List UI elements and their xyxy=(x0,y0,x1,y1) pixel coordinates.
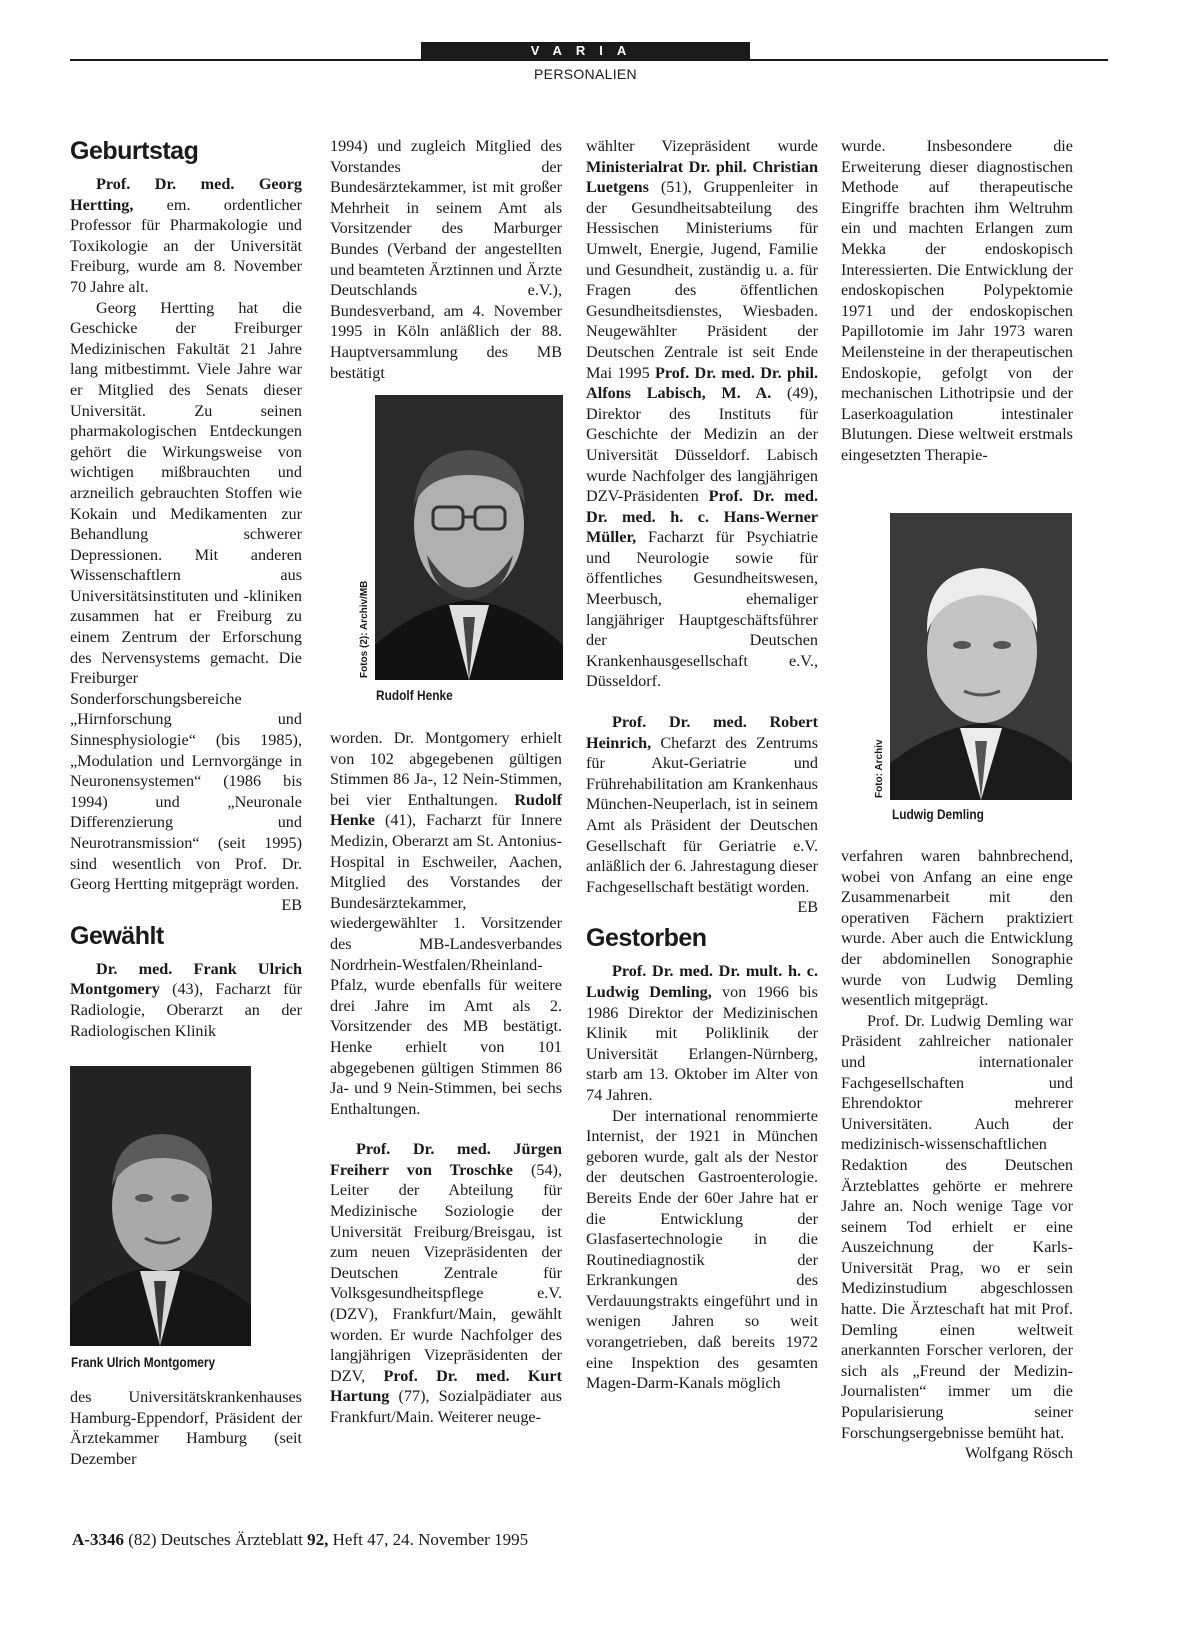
signature-roesch: Wolfgang Rösch xyxy=(965,1444,1073,1463)
column-2 xyxy=(330,136,562,383)
column-1-bottom xyxy=(70,1387,302,1469)
column-3 xyxy=(586,136,818,1394)
section-header-varia: VARIA xyxy=(421,42,750,60)
column-4 xyxy=(841,136,1073,466)
signature-eb-2: EB xyxy=(797,898,818,917)
photo-montgomery xyxy=(70,1066,251,1346)
paragraph-montgomery-mb: 1994) und zugleich Mitglied des Vorstandes der Bundesärztekammer, ist mit großer Mehrheit in seinem Amt als Vorsitzender des Marburger Bundes (Verband der angestellten und beamteten Ärztinnen und Ärzte Deutschlands e.V.), Bundesverband, am 4. November 1995 in Köln anläßlich der 88. Hauptversammlung des MB bestätigt xyxy=(330,137,562,382)
volume-number: 92, xyxy=(307,1530,329,1549)
name-demling: Prof. Dr. med. Dr. mult. h. c. Ludwig Demling, xyxy=(586,962,818,1001)
section-subheader: PERSONALIEN xyxy=(534,66,637,82)
paragraph-hertting-body: Georg Hertting hat die Geschicke der Freiburger Medizinischen Fakultät 21 Jahre lang mitbestimmt. Viele Jahre war er Mitglied des Senats dieser Universität. Zu seinen pharmakologischen Entdeckungen gehört die Wirkungsweise von wichtigen mißbrauchten und arzneilich gebrauchten Stoffen wie Kokain und Medikamenten zur Behandlung schwerer Depressionen. Mit anderen Wissenschaftlern aus Universitätsinstituten und -kliniken zusammen hat er Freiburg zu einem Zentrum der Erforschung des Nervensystems gemacht. Die Freiburger Sonderforschungsbereiche „Hirnforschung und Sinnesphysiologie“ (bis 1985), „Modulation und Lernvorgänge in Neuronensystemen“ (1986 bis 1994) und „Neuronale Differenzierung und Neurotransmission“ (seit 1995) sind wesentlich von Prof. Dr. Georg Hertting mitgeprägt worden. EB xyxy=(70,298,302,914)
name-mueller: Prof. Dr. med. Dr. med. h. c. Hans-Werner Müller, xyxy=(586,487,818,547)
column-4-bottom xyxy=(841,846,1073,1464)
paragraph-luetgens-labisch: wählter Vizepräsident wurde Ministerialrat Dr. phil. Christian Luetgens (51), Gruppenleiter in der Gesundheitsabteilung des Hessischen Ministeriums für Umwelt, Energie, Jugend, Familie und Gesundheit, zuständig u. a. für Fragen des öffentlichen Gesundheitsdienstes, Wiesbaden. Neugewählter Präsident der Deutschen Zentrale ist seit Ende Mai 1995 Prof. Dr. med. Dr. phil. Alfons Labisch, M. A. (49), Direktor des Instituts für Geschichte der Medizin an der Universität Düsseldorf. Labisch wurde Nachfolger des langjährigen DZV-Präsidenten Prof. Dr. med. Dr. med. h. c. Hans-Werner Müller, Facharzt für Psychiatrie und Neurologie sowie für öffentliches Gesundheitswesen, Meerbusch, ehemaliger langjähriger Hauptgeschäftsführer der Deutschen Krankenhausgesellschaft e.V., Düsseldorf. xyxy=(586,137,818,691)
photo-credit-mb: Fotos (2): Archiv/MB xyxy=(359,580,370,678)
paragraph-hertting-intro: Prof. Dr. med. Georg Hertting, em. ordentlicher Professor für Pharmakologie und Toxikologie an der Universität Freiburg, wurde am 8. November 70 Jahre alt. xyxy=(70,175,302,296)
signature-eb: EB xyxy=(281,895,302,914)
heading-gestorben: Gestorben xyxy=(586,924,707,953)
name-labisch: Prof. Dr. med. Dr. phil. Alfons Labisch, M. A. xyxy=(586,363,818,403)
heading-gewaehlt: Gewählt xyxy=(70,921,164,950)
name-luetgens: Ministerialrat Dr. phil. Christian Luetgens xyxy=(586,157,818,197)
page-number: A-3346 xyxy=(72,1530,124,1549)
paragraph-henke: worden. Dr. Montgomery erhielt von 102 abgegebenen gültigen Stimmen 86 Ja-, 12 Nein-Stimmen, bei vier Enthaltungen. Rudolf Henke (41), Facharzt für Innere Medizin, Oberarzt am St. Antonius-Hospital in Eschweiler, Aachen, Mitglied des Vorstandes der Bundesärztekammer, wiedergewählter 1. Vorsitzender des MB-Landesverbandes Nordrhein-Westfalen/Rheinland-Pfalz, wurde ebenfalls für weitere drei Jahre im Amt als 2. Vorsitzender des MB bestätigt. Henke erhielt von 101 abgegebenen gültigen Stimmen 86 Ja- und 9 Nein-Stimmen, bei sechs Enthaltungen. xyxy=(330,729,562,1118)
paragraph-troschke: Prof. Dr. med. Jürgen Freiherr von Troschke (54), Leiter der Abteilung für Medizinische Soziologie der Universität Freiburg/Breisgau, ist zum neuen Vizepräsidenten der Deutschen Zentrale für Volksgesundheitspflege e.V. (DZV), Frankfurt/Main, gewählt worden. Er wurde Nachfolger des langjährigen Vizepräsidenten der DZV, Prof. Dr. med. Kurt Hartung (77), Sozialpädiater aus Frankfurt/Main. Weiterer neuge- xyxy=(330,1140,562,1426)
header-rule xyxy=(70,59,1108,61)
column-2-bottom xyxy=(330,728,562,1428)
name-henke: Rudolf Henke xyxy=(330,790,562,830)
paragraph-heinrich: Prof. Dr. med. Robert Heinrich, Chefarzt des Zentrums für Akut-Geriatrie und Frührehabilitation am Krankenhaus München-Neuperlach, ist in seinem Amt als Präsident der Deutschen Gesellschaft für Geriatrie e.V. anläßlich der 6. Jahrestagung dieser Fachgesellschaft bestätigt worden. EB xyxy=(586,713,818,917)
paragraph-demling-endoscopy: wurde. Insbesondere die Erweiterung dieser diagnostischen Methode auf therapeutische Eingriffe brachten ihm Weltruhm ein und machten Erlangen zum Mekka der endoskopisch Interessierten. Die Entwicklung der endoskopischen Polypektomie 1971 und der endoskopischen Papillotomie im Jahr 1973 waren Meilensteine in der therapeutischen Endoskopie, gefolgt von der mechanischen Lithotripsie und der Laserkoagulation intestinaler Blutungen. Diese weltweit erstmals eingesetzten Therapie- xyxy=(841,137,1073,464)
paragraph-montgomery-cont: des Universitätskrankenhauses Hamburg-Eppendorf, Präsident der Ärztekammer Hamburg (seit Dezember xyxy=(70,1388,302,1468)
name-hartung: Prof. Dr. med. Kurt Hartung xyxy=(330,1366,562,1406)
paragraph-demling-career: Der international renommierte Internist, der 1921 in München geboren wurde, galt als der Nestor der deutschen Gastroenterologie. Bereits Ende der 60er Jahre hat er die Entwicklung der Glasfasertechnologie in die Routinediagnostik der Erkrankungen des Verdauungstrakts eingeführt und in wenigen Jahren so weit vorangetrieben, daß bereits 1972 eine Inspektion des gesamten Magen-Darm-Kanals möglich xyxy=(586,1106,818,1393)
caption-henke: Rudolf Henke xyxy=(376,687,453,703)
name-hertting: Prof. Dr. med. Georg Hertting, xyxy=(70,175,302,214)
paragraph-montgomery-intro: Dr. med. Frank Ulrich Montgomery (43), Facharzt für Radiologie, Oberarzt an der Radiologischen Klinik xyxy=(70,959,302,1040)
photo-credit-archiv: Foto: Archiv xyxy=(874,739,885,798)
paragraph-demling-impact: verfahren waren bahnbrechend, wobei von Anfang an eine enge Zusammenarbeit mit den operativen Fächern praktiziert wurde. Aber auch die Entwicklung der abdominellen Sonographie wurde von Ludwig Demling wesentlich mitgeprägt. xyxy=(841,847,1073,1010)
caption-montgomery: Frank Ulrich Montgomery xyxy=(71,1354,216,1370)
page-footer: A-3346 (82) Deutsches Ärzteblatt 92, Heft 47, 24. November 1995 xyxy=(72,1530,529,1549)
name-heinrich: Prof. Dr. med. Robert Heinrich, xyxy=(586,713,818,752)
name-montgomery: Dr. med. Frank Ulrich Montgomery xyxy=(70,959,302,999)
paragraph-demling-intro: Prof. Dr. med. Dr. mult. h. c. Ludwig Demling, von 1966 bis 1986 Direktor der Medizinischen Klinik mit Poliklinik der Universität Erlangen-Nürnberg, starb am 13. Oktober im Alter von 74 Jahren. xyxy=(586,962,818,1104)
name-troschke: Prof. Dr. med. Jürgen Freiherr von Troschke xyxy=(330,1140,562,1179)
photo-demling xyxy=(890,513,1072,800)
paragraph-demling-honors: Prof. Dr. Ludwig Demling war Präsident zahlreicher nationaler und internationaler Fachgesellschaften und Ehrendoktor mehrerer Universitäten. Auch der medizinisch-wissenschaftlichen Redaktion des Deutschen Ärzteblattes gehörte er mehrere Jahre an. Noch wenige Tage vor seinem Tod erhielt er eine Auszeichnung der Karls-Universität Prag, wo er sein Medizinstudium abgeschlossen hatte. Die Ärzteschaft hat mit Prof. Demling einen weltweit anerkannten Forscher verloren, der sich als „Freund der Medizin-Journalisten“ immer um die Popularisierung seiner Forschungsergebnisse bemüht hat. Wolfgang Rösch xyxy=(841,1011,1073,1463)
heading-geburtstag: Geburtstag xyxy=(70,137,199,165)
column-1 xyxy=(70,136,302,1041)
photo-henke xyxy=(375,395,563,680)
caption-demling: Ludwig Demling xyxy=(892,806,984,822)
